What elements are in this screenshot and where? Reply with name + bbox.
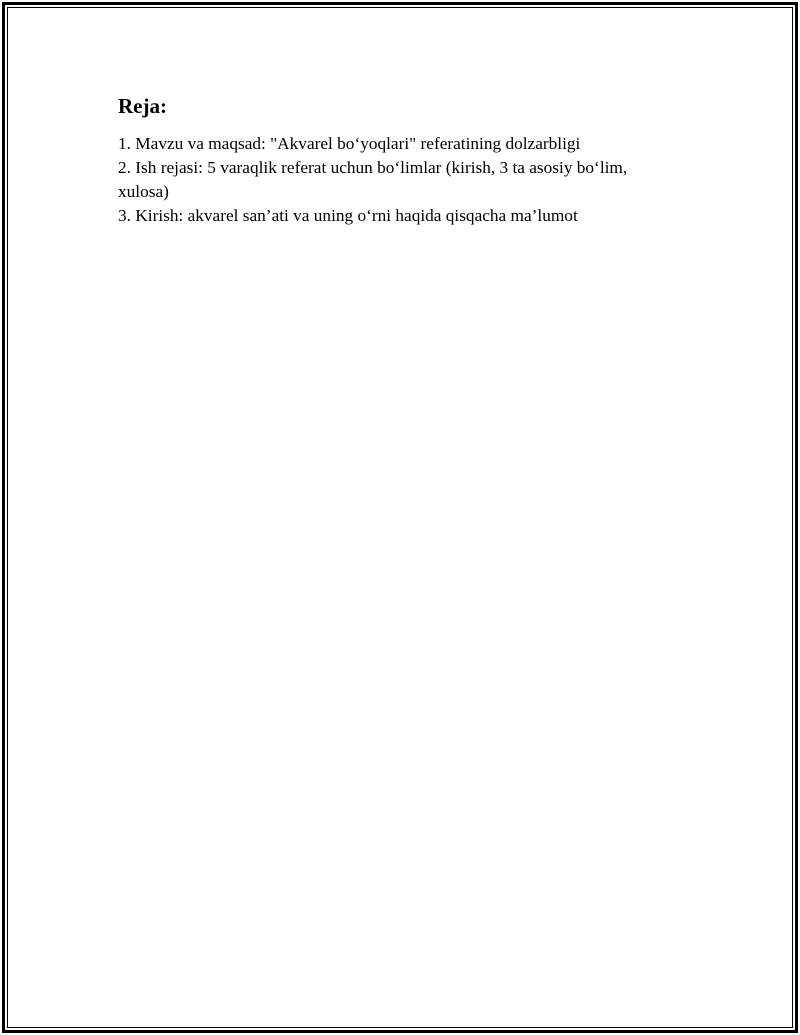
plan-heading: Reja:	[118, 94, 167, 118]
plan-item-3: 3. Kirish: akvarel san’ati va uning o‘rni haqida qisqacha ma’lumot	[118, 206, 578, 225]
plan-list	[118, 132, 678, 228]
plan-item-1: 1. Mavzu va maqsad: "Akvarel bo‘yoqlari" referatining dolzarbligi	[118, 134, 581, 153]
document-body	[118, 93, 678, 228]
plan-item-2: 2. Ish rejasi: 5 varaqlik referat uchun bo‘limlar (kirish, 3 ta asosiy bo‘lim, xulosa)	[118, 158, 628, 201]
